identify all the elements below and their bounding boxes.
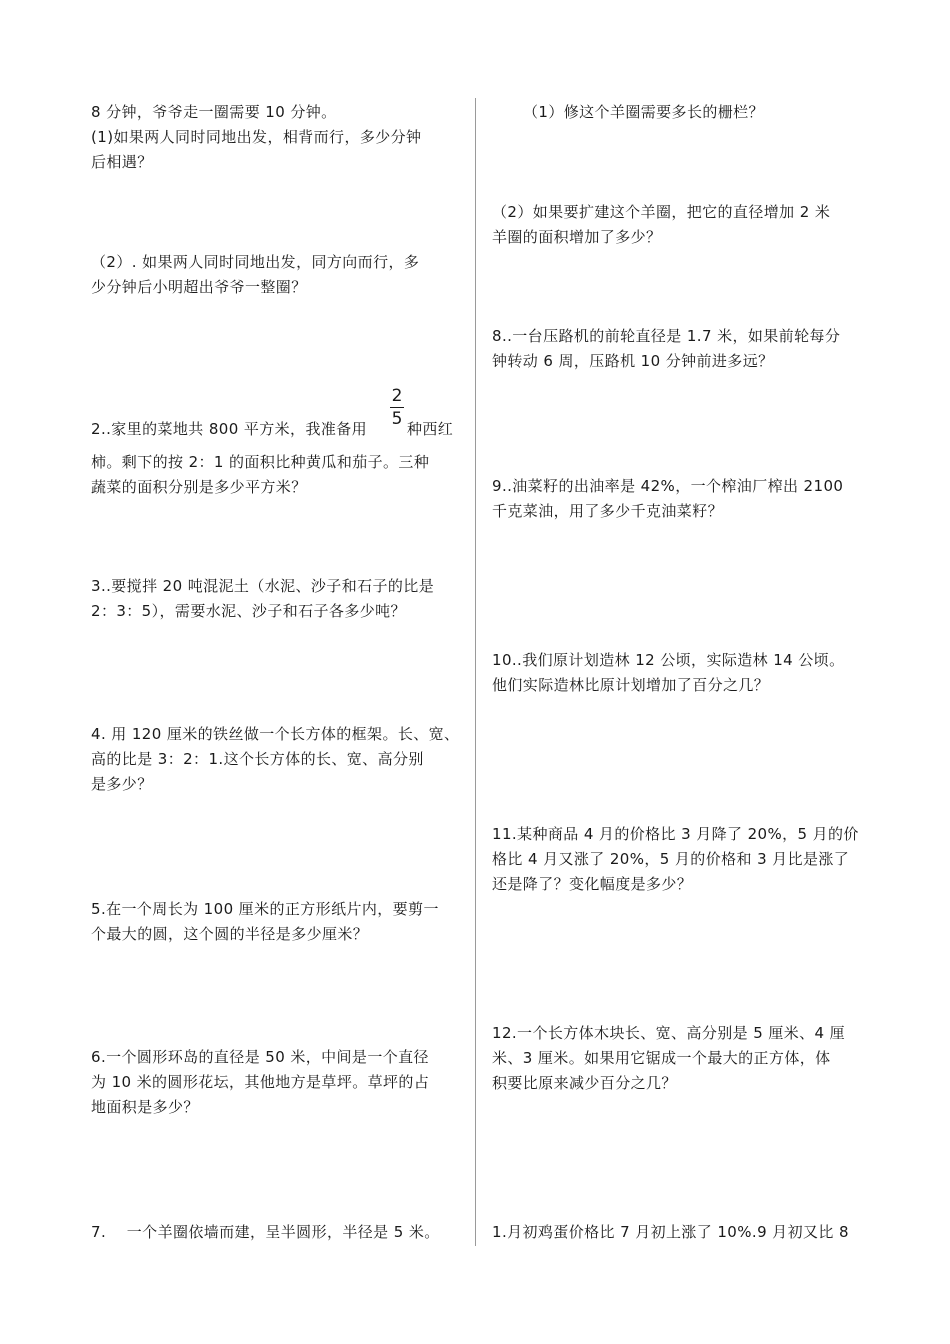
q12-line1: 12.一个长方体木块长、宽、高分别是 5 厘米、4 厘: [492, 1024, 846, 1042]
q8-line2: 钟转动 6 周，压路机 10 分钟前进多远？: [492, 352, 774, 370]
q3-line1: 3..要搅拌 20 吨混泥土（水泥、沙子和石子的比是: [91, 577, 435, 595]
q11-line1: 11.某种商品 4 月的价格比 3 月降了 20%，5 月的价: [492, 825, 859, 843]
left-p1-line2: (1)如果两人同时同地出发，相背而行，多少分钟: [91, 128, 422, 146]
q3-line2: 2：3：5），需要水泥、沙子和石子各多少吨？: [91, 602, 406, 620]
q10-line2: 他们实际造林比原计划增加了百分之几？: [492, 676, 770, 694]
q4-line1: 4. 用 120 厘米的铁丝做一个长方体的框架。长、宽、: [91, 725, 460, 743]
q7b-line2: 羊圈的面积增加了多少？: [492, 228, 662, 246]
q7b-line1: （2）如果要扩建这个羊圈，把它的直径增加 2 米: [492, 203, 831, 221]
q5-line1: 5.在一个周长为 100 厘米的正方形纸片内，要剪一: [91, 900, 439, 918]
q9-line1: 9..油菜籽的出油率是 42%，一个榨油厂榨出 2100: [492, 477, 844, 495]
q7a: （1）修这个羊圈需要多长的栅栏？: [523, 103, 764, 121]
q2-fraction-numerator: 2: [391, 386, 403, 406]
q9-line2: 千克菜油，用了多少千克油菜籽？: [492, 502, 724, 520]
left-p2-line2: 少分钟后小明超出爷爷一整圈？: [91, 278, 307, 296]
q4-line2: 高的比是 3：2：1.这个长方体的长、宽、高分别: [91, 750, 424, 768]
left-p1-line3: 后相遇？: [91, 153, 153, 171]
q12-line3: 积要比原来减少百分之几？: [492, 1074, 677, 1092]
q13-line1: 1.月初鸡蛋价格比 7 月初上涨了 10%.9 月初又比 8: [492, 1223, 849, 1241]
q5-line2: 个最大的圆，这个圆的半径是多少厘米？: [91, 925, 369, 943]
q2-line2: 柿。剩下的按 2：1 的面积比种黄瓜和茄子。三种: [91, 453, 430, 471]
q7-line1: 7. 一个羊圈依墙而建，呈半圆形，半径是 5 米。: [91, 1223, 440, 1241]
q10-line1: 10..我们原计划造林 12 公顷，实际造林 14 公顷。: [492, 651, 845, 669]
q6-line2: 为 10 米的圆形花坛，其他地方是草坪。草坪的占: [91, 1073, 430, 1091]
q8-line1: 8..一台压路机的前轮直径是 1.7 米，如果前轮每分: [492, 327, 841, 345]
left-p2-line1: （2）. 如果两人同时同地出发，同方向而行，多: [91, 253, 420, 271]
q2-line3: 蔬菜的面积分别是多少平方米？: [91, 478, 307, 496]
q6-line1: 6.一个圆形环岛的直径是 50 米，中间是一个直径: [91, 1048, 429, 1066]
q2-line1: 2..家里的菜地共 800 平方米，我准备用: [91, 420, 368, 438]
column-divider: [475, 98, 476, 1246]
q6-line3: 地面积是多少？: [91, 1098, 199, 1116]
fraction-bar: [390, 407, 404, 408]
q2-line1-tail: 种西红: [407, 420, 454, 438]
q11-line2: 格比 4 月又涨了 20%，5 月的价格和 3 月比是涨了: [492, 850, 850, 868]
q2-fraction: [390, 386, 404, 429]
q2-fraction-denominator: 5: [391, 409, 403, 429]
left-p1-line1: 8 分钟，爷爷走一圈需要 10 分钟。: [91, 103, 337, 121]
q12-line2: 米、3 厘米。如果用它锯成一个最大的正方体，体: [492, 1049, 831, 1067]
q11-line3: 还是降了？变化幅度是多少？: [492, 875, 693, 893]
q4-line3: 是多少？: [91, 775, 153, 793]
